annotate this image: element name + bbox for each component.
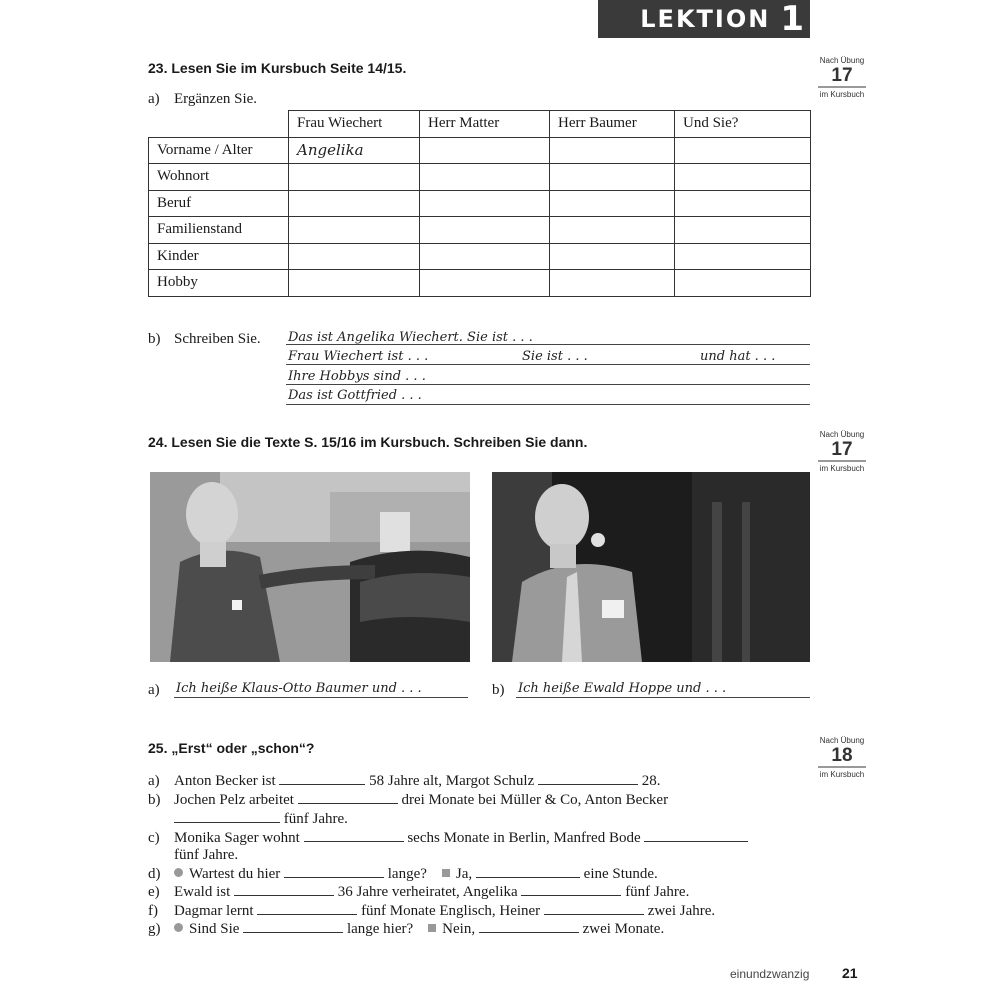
ex25-item-c <box>148 829 748 847</box>
photo-ewald-hoppe <box>492 472 810 662</box>
answer-cell[interactable] <box>675 137 811 164</box>
answer-cell[interactable] <box>675 217 811 244</box>
table-row <box>149 243 811 270</box>
row-header: Wohnort <box>149 164 289 191</box>
item-text: sechs Monate in Berlin, Manfred Bode <box>407 830 641 846</box>
blank-field[interactable] <box>234 883 334 896</box>
ref-bottom: im Kursbuch <box>819 770 865 779</box>
item-label: d) <box>148 866 161 882</box>
answer-cell[interactable] <box>289 217 420 244</box>
answer-cell[interactable] <box>420 190 550 217</box>
answer-cell[interactable] <box>550 217 675 244</box>
lektion-number: 1 <box>780 0 804 39</box>
exercise-23-title: 23. Lesen Sie im Kursbuch Seite 14/15. <box>148 60 407 76</box>
answer-cell[interactable] <box>675 270 811 297</box>
photo-ewald-hoppe-image <box>492 472 810 662</box>
item-text: zwei Jahre. <box>647 903 716 919</box>
item-text: zwei Monate. <box>582 921 665 937</box>
handwritten-line: Das ist Angelika Wiechert. Sie ist . . . <box>288 330 533 345</box>
answer-cell[interactable] <box>675 190 811 217</box>
answer-cell[interactable] <box>420 137 550 164</box>
ref-bottom: im Kursbuch <box>819 90 865 99</box>
handwritten-line: Ich heiße Ewald Hoppe und . . . <box>518 681 727 696</box>
profile-table <box>148 110 811 297</box>
table-row <box>149 217 811 244</box>
ex25-item-d <box>148 865 658 883</box>
writing-line[interactable] <box>286 404 810 405</box>
blank-field[interactable] <box>257 902 357 915</box>
blank-field[interactable] <box>174 810 280 823</box>
writing-line[interactable] <box>174 697 468 698</box>
answer-cell[interactable] <box>550 243 675 270</box>
row-header: Hobby <box>149 270 289 297</box>
writing-line[interactable] <box>516 697 810 698</box>
blank-field[interactable] <box>304 829 404 842</box>
reference-mark-25 <box>812 736 872 780</box>
item-text: Sind Sie <box>189 921 240 937</box>
blank-field[interactable] <box>538 772 638 785</box>
item-text: Anton Becker ist <box>174 773 276 789</box>
item-label: a) <box>148 773 160 789</box>
ref-bottom: im Kursbuch <box>819 464 865 473</box>
writing-line[interactable] <box>286 364 810 365</box>
answer-cell[interactable] <box>550 164 675 191</box>
item-text: lange? <box>387 866 427 882</box>
ex24-b-label: b) <box>492 682 505 698</box>
photo-man-with-car <box>150 472 470 662</box>
answer-cell[interactable] <box>550 270 675 297</box>
column-header: Frau Wiechert <box>289 111 420 138</box>
answer-cell[interactable] <box>420 243 550 270</box>
table-row <box>149 164 811 191</box>
item-text: Ewald ist <box>174 884 231 900</box>
row-header: Beruf <box>149 190 289 217</box>
blank-field[interactable] <box>243 920 343 933</box>
ex25-item-e <box>148 883 689 901</box>
answer-cell[interactable] <box>420 217 550 244</box>
ex23-b-label: b) <box>148 331 161 347</box>
handwritten-line: Sie ist . . . <box>522 349 588 364</box>
ex23-a-label: a) <box>148 91 160 107</box>
item-label: b) <box>148 792 161 808</box>
blank-field[interactable] <box>476 865 580 878</box>
speaker-circle-icon <box>174 868 183 877</box>
ref-number: 17 <box>818 440 866 462</box>
item-text: fünf Monate Englisch, Heiner <box>361 903 541 919</box>
ref-top: Nach Übung <box>819 56 865 65</box>
item-text: drei Monate bei Müller & Co, Anton Becker <box>401 792 669 808</box>
item-text: fünf Jahre. <box>625 884 690 900</box>
ex25-item-g <box>148 920 664 938</box>
page-number-word: einundzwanzig <box>730 967 810 981</box>
handwritten-line: Das ist Gottfried . . . <box>288 388 422 403</box>
handwritten-line: Ihre Hobbys sind . . . <box>288 369 426 384</box>
exercise-25-title: 25. „Erst“ oder „schon“? <box>148 740 315 756</box>
table-header-row <box>149 111 811 138</box>
answer-cell[interactable] <box>289 164 420 191</box>
column-header: Herr Baumer <box>550 111 675 138</box>
ref-number: 18 <box>818 746 866 768</box>
answer-cell[interactable] <box>550 137 675 164</box>
blank-field[interactable] <box>298 791 398 804</box>
table-corner <box>149 111 289 138</box>
reference-mark-23 <box>812 56 872 100</box>
item-text: eine Stunde. <box>583 866 658 882</box>
speaker-circle-icon <box>174 923 183 932</box>
item-text: Wartest du hier <box>189 866 281 882</box>
blank-field[interactable] <box>544 902 644 915</box>
blank-field[interactable] <box>644 829 748 842</box>
photo-man-with-car-image <box>150 472 470 662</box>
ex24-a-label: a) <box>148 682 160 698</box>
ref-top: Nach Übung <box>819 736 865 745</box>
row-header: Kinder <box>149 243 289 270</box>
item-label: f) <box>148 903 158 919</box>
handwritten-line: Ich heiße Klaus-Otto Baumer und . . . <box>176 681 422 696</box>
item-text: fünf Jahre. <box>283 811 348 827</box>
lektion-header <box>598 0 810 38</box>
writing-line[interactable] <box>286 384 810 385</box>
item-text: 58 Jahre alt, Margot Schulz <box>369 773 535 789</box>
blank-field[interactable] <box>284 865 384 878</box>
row-header: Vorname / Alter <box>149 137 289 164</box>
ex25-item-b-cont <box>174 810 348 828</box>
answer-cell[interactable] <box>420 164 550 191</box>
answer-cell[interactable]: Angelika <box>289 137 420 164</box>
item-text: Monika Sager wohnt <box>174 830 300 846</box>
answer-cell[interactable] <box>675 243 811 270</box>
column-header: Herr Matter <box>420 111 550 138</box>
ex25-item-c-cont <box>174 847 238 864</box>
item-text: fünf Jahre. <box>174 847 239 863</box>
page-number: 21 <box>842 965 858 981</box>
item-label: c) <box>148 830 160 846</box>
ref-top: Nach Übung <box>819 430 865 439</box>
ex25-item-a <box>148 772 661 790</box>
item-label: g) <box>148 921 161 937</box>
handwritten-line: Frau Wiechert ist . . . <box>288 349 429 364</box>
answer-cell[interactable] <box>289 243 420 270</box>
blank-field[interactable] <box>521 883 621 896</box>
item-text: 36 Jahre verheiratet, Angelika <box>337 884 518 900</box>
ex23-a-instruction: Ergänzen Sie. <box>174 91 258 107</box>
blank-field[interactable] <box>479 920 579 933</box>
answer-cell[interactable] <box>550 190 675 217</box>
item-text: Ja, <box>455 866 473 882</box>
blank-field[interactable] <box>279 772 365 785</box>
answer-cell[interactable] <box>675 164 811 191</box>
column-header: Und Sie? <box>675 111 811 138</box>
item-text: 28. <box>641 773 661 789</box>
item-label: e) <box>148 884 160 900</box>
reference-mark-24 <box>812 430 872 474</box>
item-text: lange hier? <box>346 921 414 937</box>
answer-cell[interactable] <box>289 190 420 217</box>
item-text: Nein, <box>442 921 476 937</box>
row-header: Familienstand <box>149 217 289 244</box>
item-text: Dagmar lernt <box>174 903 254 919</box>
speaker-square-icon <box>428 924 436 932</box>
ex25-item-f <box>148 902 715 920</box>
ref-number: 17 <box>818 66 866 88</box>
item-text: Jochen Pelz arbeitet <box>174 792 294 808</box>
handwritten-line: und hat . . . <box>700 349 776 364</box>
speaker-square-icon <box>442 869 450 877</box>
answer-cell[interactable] <box>420 270 550 297</box>
ex23-b-instruction: Schreiben Sie. <box>174 331 261 347</box>
ex25-item-b <box>148 791 668 809</box>
answer-cell[interactable] <box>289 270 420 297</box>
table-row <box>149 137 811 164</box>
lektion-word: LEKTION <box>640 5 771 33</box>
table-row <box>149 190 811 217</box>
table-row <box>149 270 811 297</box>
exercise-24-title: 24. Lesen Sie die Texte S. 15/16 im Kursbuch. Schreiben Sie dann. <box>148 434 588 450</box>
